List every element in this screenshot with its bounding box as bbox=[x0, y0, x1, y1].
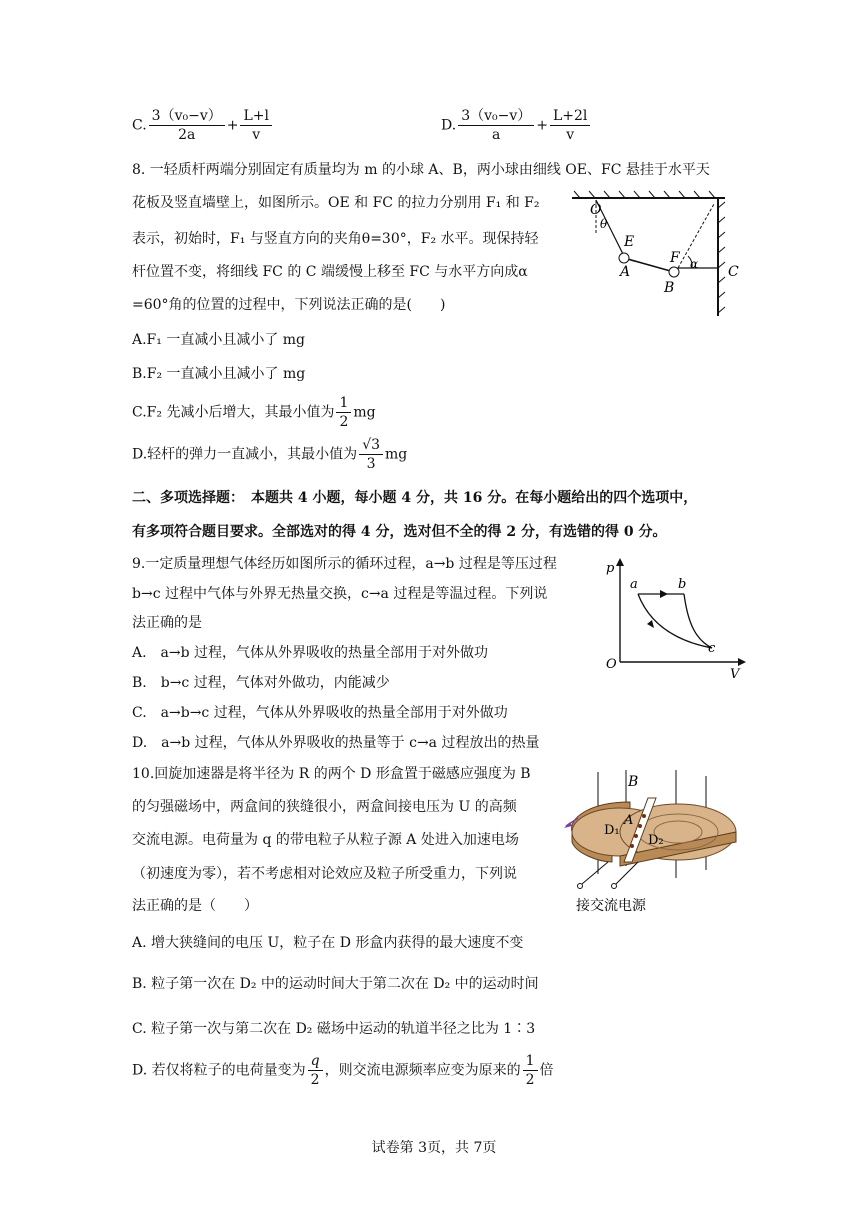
page-footer: 试卷第 3页，共 7页 bbox=[371, 1140, 497, 1156]
q8-option-b: B.F₂ 一直减小且减小了 mg bbox=[132, 366, 306, 382]
q8-figure bbox=[560, 188, 750, 323]
section2-line-1: 二、多项选择题： 本题共 4 小题，每小题 4 分，共 16 分。在每小题给出的四个选项中， bbox=[132, 490, 698, 506]
q10-fig-caption: 接交流电源 bbox=[576, 898, 646, 914]
q9-fig-a: a bbox=[630, 577, 638, 592]
q9-fig-o: O bbox=[606, 657, 617, 672]
q10-line-2: 的匀强磁场中，两盒间的狭缝很小，两盒间接电压为 U 的高频 bbox=[132, 799, 517, 815]
q8-fig-alpha: α bbox=[690, 257, 699, 271]
q10-fig-d2: D₂ bbox=[648, 833, 664, 848]
q9-fig-v: V bbox=[730, 667, 740, 682]
q9-option-a: A. a→b 过程，气体从外界吸收的热量全部用于对外做功 bbox=[132, 645, 489, 661]
q8-line-4: 杆位置不变，将细线 FC 的 C 端缓慢上移至 FC 与水平方向成α bbox=[132, 264, 528, 280]
q9-fig-p: p bbox=[606, 561, 615, 576]
q8-option-d: D.轻杆的弹力一直减小，其最小值为 $\frac{√3}{3}$ mg bbox=[132, 437, 408, 472]
q9-figure bbox=[600, 554, 752, 682]
q8-fig-f: F bbox=[670, 250, 680, 266]
q10-fig-b: B bbox=[628, 774, 639, 790]
prev-option-c: C. $\frac{\text{3（v₀−v）}}{2a}$ + $\frac{L+l}{v}$ bbox=[132, 108, 274, 143]
q8-fig-c: C bbox=[728, 264, 739, 280]
q8-fig-a: A bbox=[620, 264, 631, 280]
q8-fig-o: O bbox=[590, 202, 602, 218]
q8-fig-b: B bbox=[664, 280, 675, 296]
q10-option-a: A. 增大狭缝间的电压 U，粒子在 D 形盒内获得的最大速度不变 bbox=[132, 935, 524, 951]
q10-line-1: 10.回旋加速器是将半径为 R 的两个 D 形盒置于磁感应强度为 B bbox=[132, 766, 531, 782]
q8-fig-theta: θ bbox=[600, 217, 608, 231]
prev-option-d: D. $\frac{\text{3（v₀−v）}}{a}$ + $\frac{L+2l}{v}$ bbox=[441, 108, 592, 143]
q9-option-c: C. a→b→c 过程，气体从外界吸收的热量全部用于对外做功 bbox=[132, 705, 508, 721]
q8-line-2: 花板及竖直墙壁上，如图所示。OE 和 FC 的拉力分别用 F₁ 和 F₂ bbox=[132, 195, 540, 211]
q9-fig-c: c bbox=[708, 641, 716, 656]
q8-option-c: C.F₂ 先减小后增大，其最小值为 $\frac{1}{2}$ mg bbox=[132, 395, 376, 430]
q8-fig-e: E bbox=[624, 234, 635, 250]
q10-line-3: 交流电源。电荷量为 q 的带电粒子从粒子源 A 处进入加速电场 bbox=[132, 832, 519, 848]
q8-option-a: A.F₁ 一直减小且减小了 mg bbox=[132, 332, 306, 348]
q8-line-3: 表示，初始时，F₁ 与竖直方向的夹角θ=30°，F₂ 水平。现保持轻 bbox=[132, 231, 539, 247]
q10-line-4: （初速度为零），若不考虑相对论效应及粒子所受重力，下列说 bbox=[132, 866, 517, 882]
q8-line-1: 8. 一轻质杆两端分别固定有质量均为 m 的小球 A、B，两小球由细线 OE、FC 悬挂于水平天 bbox=[132, 162, 710, 178]
q9-fig-b: b bbox=[678, 577, 687, 592]
q9-line-1: 9.一定质量理想气体经历如图所示的循环过程，a→b 过程是等压过程 bbox=[132, 556, 557, 572]
q10-fig-d1: D₁ bbox=[604, 823, 620, 838]
q9-line-3: 法正确的是 bbox=[132, 615, 202, 631]
q10-option-c: C. 粒子第一次与第二次在 D₂ 磁场中运动的轨道半径之比为 1∶3 bbox=[132, 1021, 536, 1037]
section2-line-2: 有多项符合题目要求。全部选对的得 4 分，选对但不全的得 2 分，有选错的得 0 分。 bbox=[132, 524, 667, 540]
q10-option-d: D. 若仅将粒子的电荷量变为 $\frac{q}{2}$ ，则交流电源频率应变为原来的 $\frac{1}{2}$ 倍 bbox=[132, 1053, 554, 1088]
q9-line-2: b→c 过程中气体与外界无热量交换，c→a 过程是等温过程。下列说 bbox=[132, 586, 548, 602]
q10-option-b: B. 粒子第一次在 D₂ 中的运动时间大于第二次在 D₂ 中的运动时间 bbox=[132, 976, 539, 992]
q8-line-5: =60°角的位置的过程中，下列说法正确的是( ) bbox=[132, 297, 446, 313]
q10-figure bbox=[560, 766, 750, 916]
q10-fig-a: A bbox=[624, 813, 634, 828]
q10-line-5: 法正确的是（ ） bbox=[132, 898, 258, 914]
q9-option-d: D. a→b 过程，气体从外界吸收的热量等于 c→a 过程放出的热量 bbox=[132, 735, 540, 751]
q9-option-b: B. b→c 过程，气体对外做功，内能减少 bbox=[132, 675, 390, 691]
